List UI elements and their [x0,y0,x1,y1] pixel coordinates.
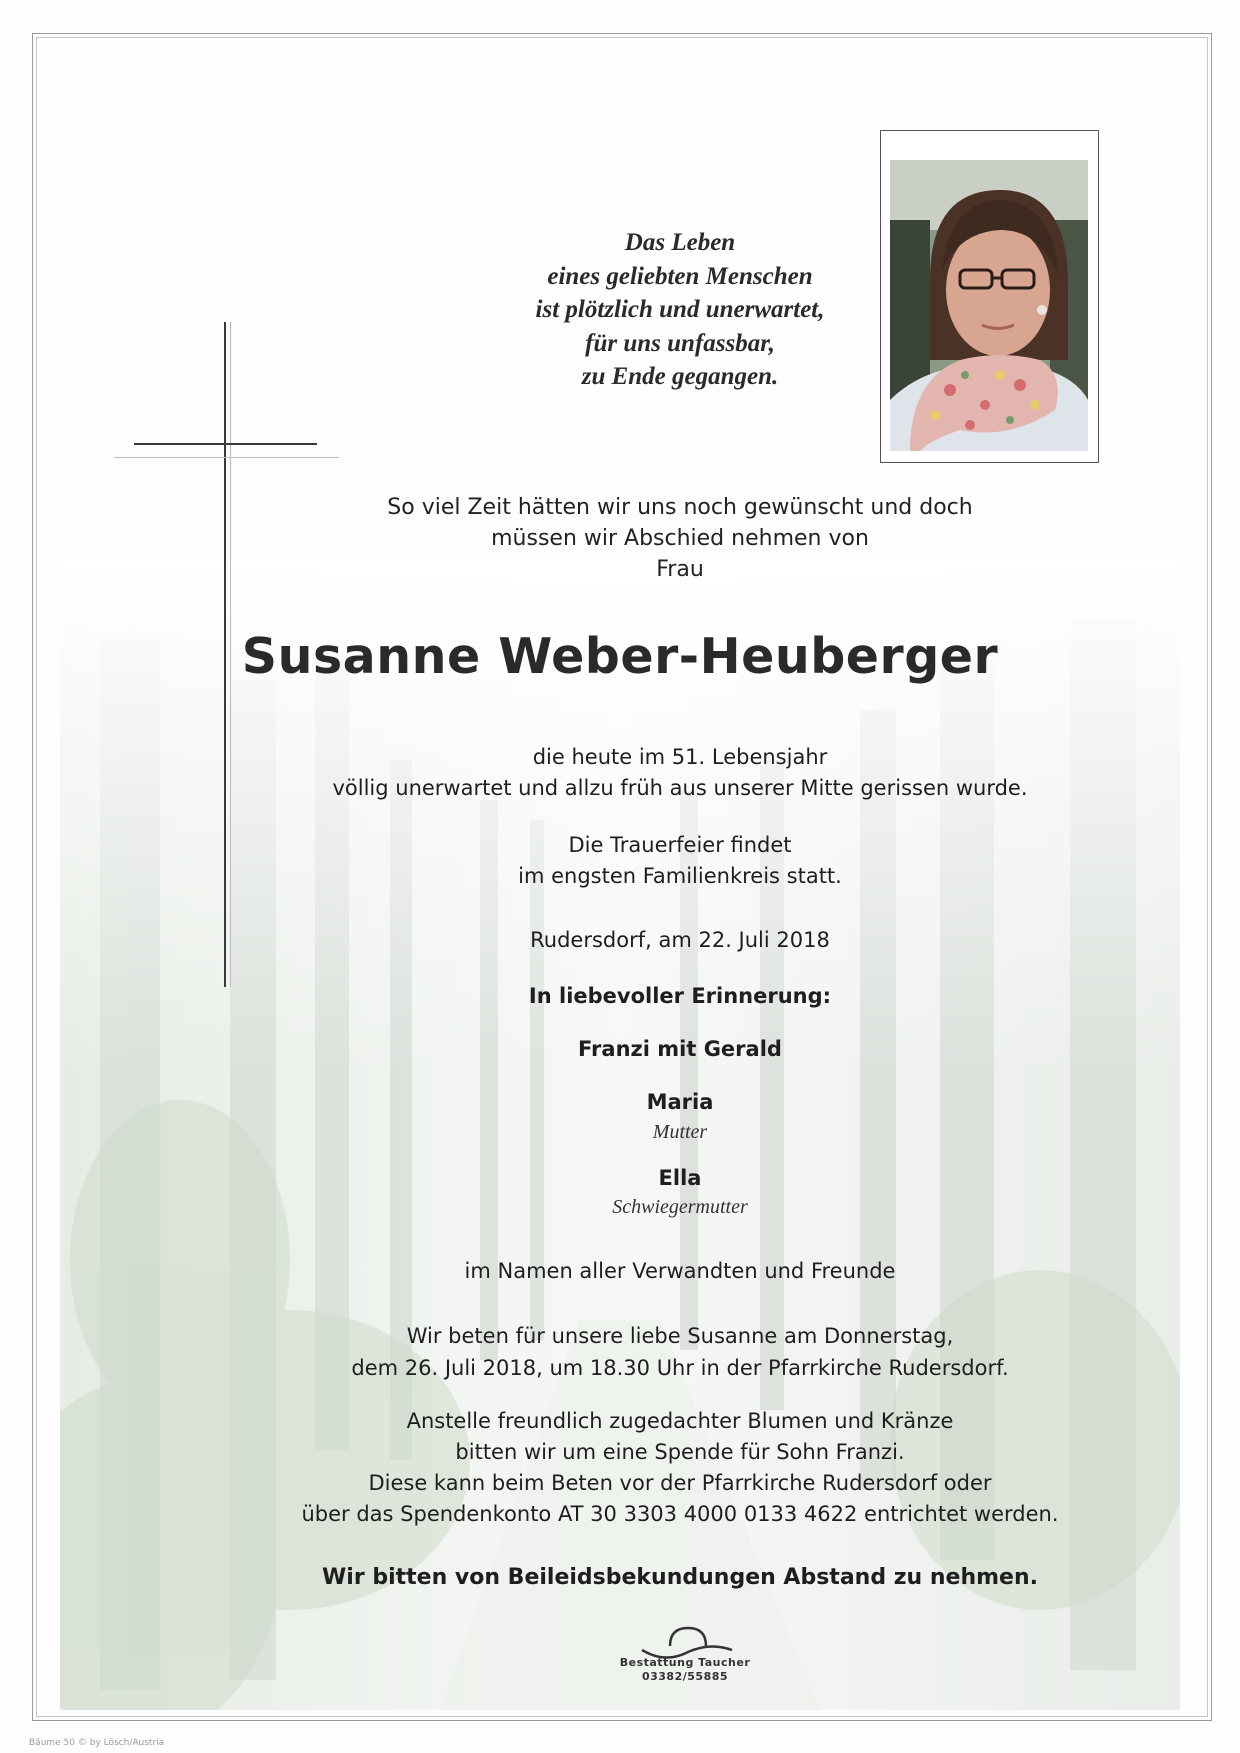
poem-line: für uns unfassbar, [585,329,775,357]
intro-text [200,492,1160,585]
mourner-role: Schwiegermutter [612,1196,748,1218]
ceremony-line: Die Trauerfeier findet [568,833,792,857]
age-line: die heute im 51. Lebensjahr [532,745,828,769]
prayer-line: dem 26. Juli 2018, um 18.30 Uhr in der Pfarrkirche Rudersdorf. [351,1356,1009,1380]
donation-line: über das Spendenkonto AT 30 3303 4000 0133 4622 entrichtet werden. [301,1502,1059,1526]
donation-line: Diese kann beim Beten vor der Pfarrkirche Rudersdorf oder [368,1471,992,1495]
prayer-line: Wir beten für unsere liebe Susanne am Donnerstag, [406,1324,954,1348]
mourner-name: Ella [658,1166,702,1190]
copyright-footnote: Bäume 50 © by Lösch/Austria [29,1738,165,1748]
condolence-note: Wir bitten von Beileidsbekundungen Abstand zu nehmen. [322,1565,1038,1590]
deceased-name: Susanne Weber-Heuberger [241,628,999,685]
age-text [200,742,1160,804]
prayer-text [200,1320,1160,1384]
donation-line: bitten wir um eine Spende für Sohn Franzi. [455,1440,905,1464]
undertaker-phone: 03382/55885 [641,1670,729,1683]
poem-line: ist plötzlich und unerwartet, [535,296,825,323]
family-line: im Namen aller Verwandten und Freunde [464,1259,896,1283]
intro-line: müssen wir Abschied nehmen von [491,526,869,551]
place-date: Rudersdorf, am 22. Juli 2018 [530,928,830,952]
donation-text [200,1406,1160,1530]
donation-line: Anstelle freundlich zugedachter Blumen und Kränze [406,1409,954,1433]
mourner-name: Maria [646,1090,714,1114]
memorial-poem [200,226,1160,394]
poem-line: zu Ende gegangen. [581,363,779,390]
remembrance-heading: In liebevoller Erinnerung: [528,984,832,1008]
ceremony-line: im engsten Familienkreis statt. [518,864,842,888]
age-line: völlig unerwartet und allzu früh aus unserer Mitte gerissen wurde. [332,776,1028,800]
ceremony-text [200,830,1160,892]
undertaker-info [580,1656,790,1684]
intro-line: So viel Zeit hätten wir uns noch gewünscht und doch [387,495,973,520]
mourner-name: Franzi mit Gerald [578,1037,782,1061]
poem-line: eines geliebten Menschen [547,262,813,290]
mourner-role: Mutter [652,1121,708,1143]
intro-line: Frau [656,557,704,582]
poem-line: Das Leben [624,229,736,256]
undertaker-name: Bestattung Taucher [619,1656,751,1669]
